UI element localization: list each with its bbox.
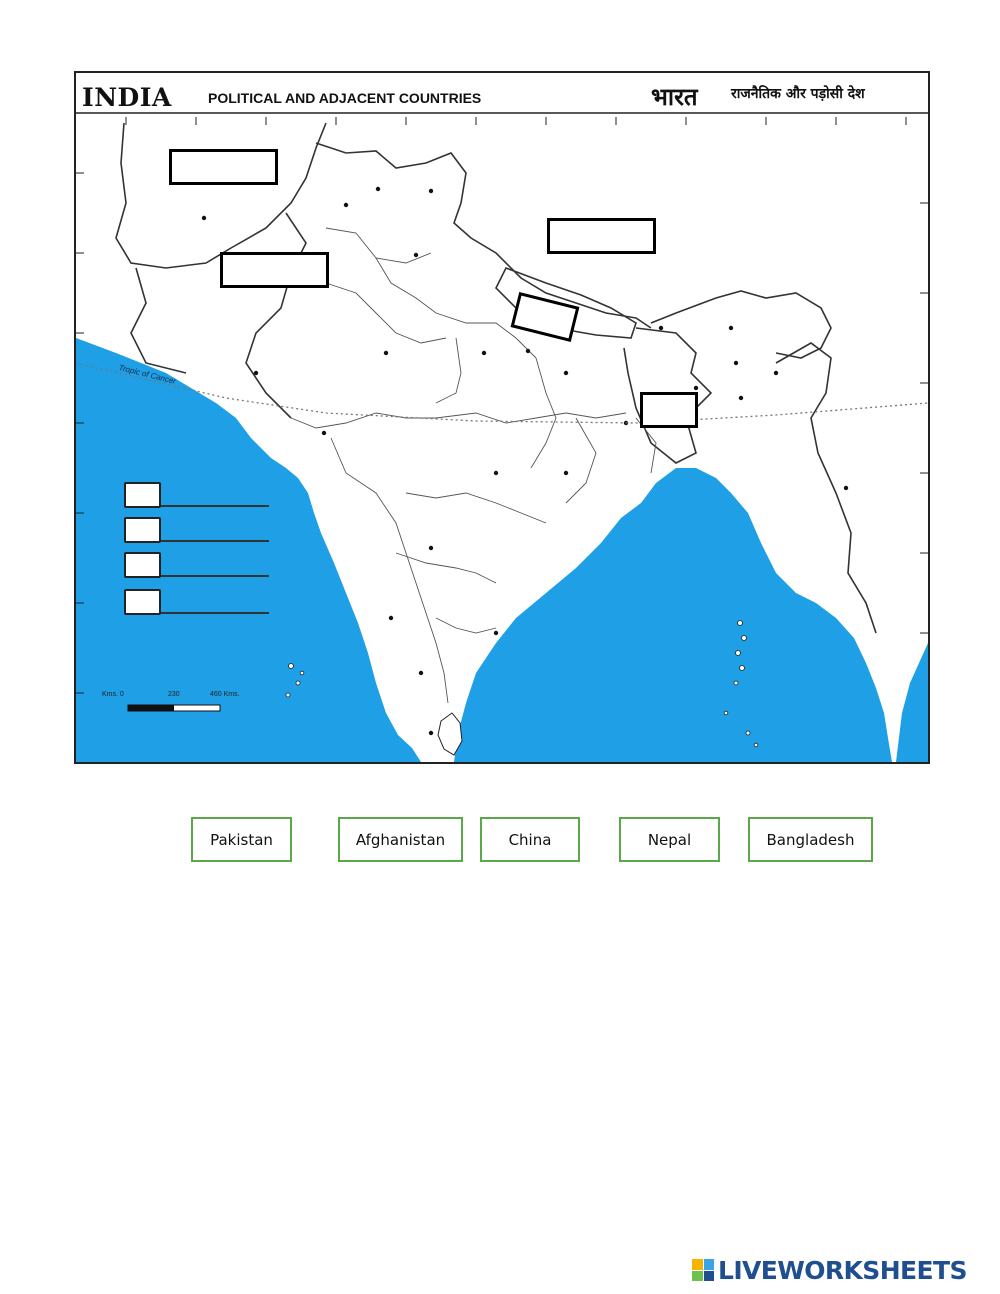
answer-chip-china[interactable]: China [480, 817, 580, 862]
answer-chip-afghanistan[interactable]: Afghanistan [338, 817, 463, 862]
answer-chip-nepal[interactable]: Nepal [619, 817, 720, 862]
scale-bar [128, 705, 220, 711]
map-frame [74, 71, 930, 764]
legend-line-4 [161, 612, 269, 614]
liveworksheets-logo-icon [692, 1259, 714, 1281]
legend-box-3[interactable] [124, 552, 161, 578]
scale-label-zero: Kms. 0 [102, 691, 124, 698]
legend-line-2 [161, 540, 269, 542]
map-subtitle: POLITICAL AND ADJACENT COUNTRIES [208, 90, 482, 106]
answer-chip-bangladesh[interactable]: Bangladesh [748, 817, 873, 862]
drop-box-china-region[interactable] [547, 218, 656, 254]
answer-chip-pakistan[interactable]: Pakistan [191, 817, 292, 862]
legend-box-1[interactable] [124, 482, 161, 508]
drop-box-bangladesh-region[interactable] [640, 392, 698, 428]
liveworksheets-brand[interactable] [692, 1256, 967, 1284]
map-title: INDIA [82, 83, 172, 112]
tropic-label: Tropic of Cancer [117, 363, 177, 386]
drop-box-pakistan-region[interactable] [220, 252, 329, 288]
legend-box-2[interactable] [124, 517, 161, 543]
brand-name: LIVEWORKSHEETS [718, 1255, 967, 1285]
scale-label-mid: 230 [168, 691, 180, 698]
drop-box-afghanistan-region[interactable] [169, 149, 278, 185]
gulf-sea-right [896, 643, 928, 762]
map-title-hindi: भारत [651, 83, 698, 111]
legend-line-1 [161, 505, 269, 507]
map-subtitle-hindi: राजनैतिक और पड़ोसी देश [731, 86, 865, 102]
legend-line-3 [161, 575, 269, 577]
legend-box-4[interactable] [124, 589, 161, 615]
scale-label-end: 460 Kms. [210, 691, 240, 698]
